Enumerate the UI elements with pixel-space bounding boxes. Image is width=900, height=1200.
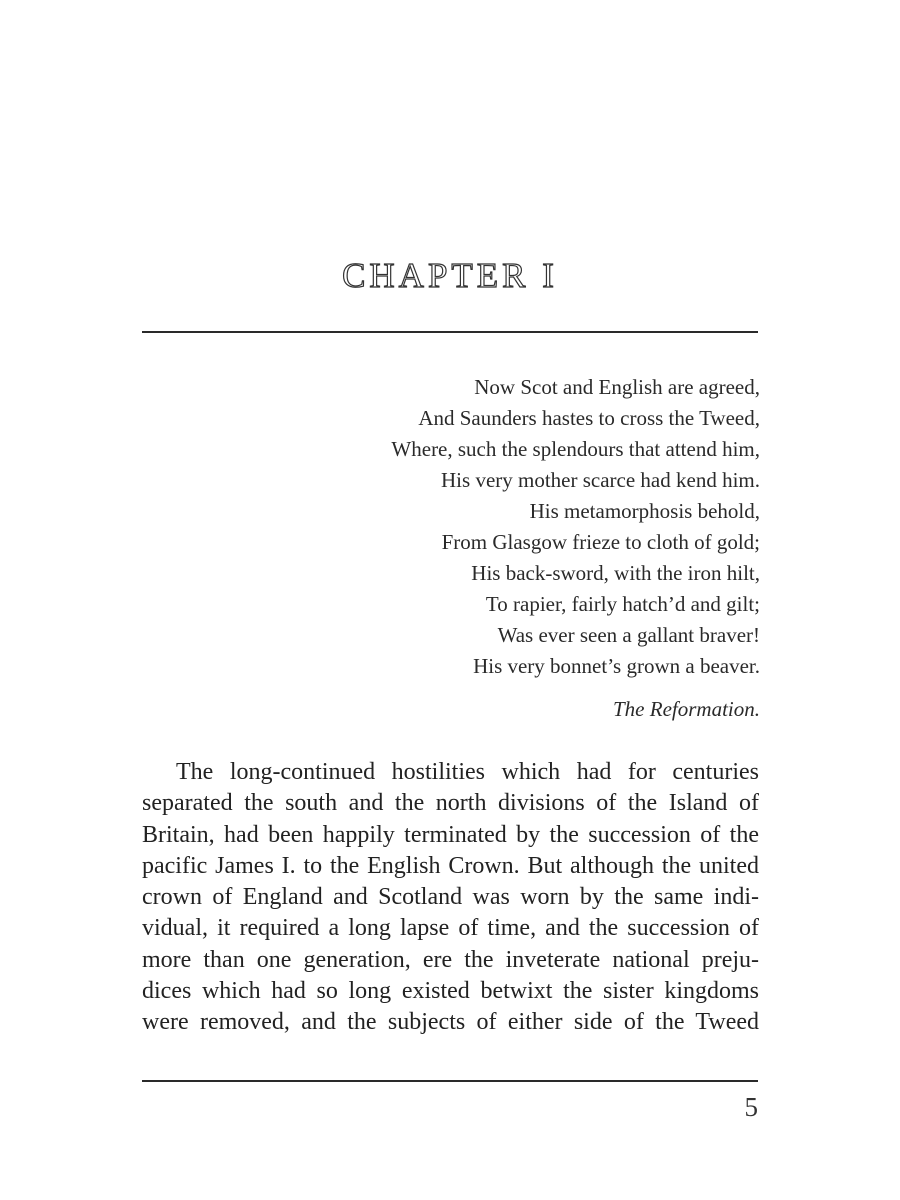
epigraph-line: His very mother scarce had kend him. <box>441 468 760 492</box>
page-number: 5 <box>744 1092 758 1122</box>
epigraph-line: From Glasgow frieze to cloth of gold; <box>441 530 760 554</box>
epigraph-line: His metamorphosis behold, <box>529 499 760 523</box>
body-line: pacific James I. to the English Crown. But although the united <box>142 852 759 879</box>
body-paragraph <box>142 757 759 1039</box>
chapter-title: CHAPTER I <box>342 256 558 295</box>
bottom-rule <box>142 1080 758 1082</box>
body-line: vidual, it required a long lapse of time, and the succession of <box>142 915 759 942</box>
epigraph-line: To rapier, fairly hatch’d and gilt; <box>485 592 760 616</box>
body-line: The long-continued hostilities which had for centuries <box>176 759 759 785</box>
epigraph <box>200 372 760 682</box>
body-line: crown of England and Scotland was worn by the same indi- <box>142 884 759 911</box>
epigraph-line: And Saunders hastes to cross the Tweed, <box>418 406 760 430</box>
top-rule <box>142 331 758 333</box>
body-line: more than one generation, ere the inveterate national preju- <box>142 946 759 973</box>
epigraph-line: Was ever seen a gallant braver! <box>497 623 760 647</box>
epigraph-attribution: The Reformation. <box>613 697 760 721</box>
body-line: Britain, had been happily terminated by the succession of the <box>142 821 759 848</box>
epigraph-line: Where, such the splendours that attend him, <box>391 437 760 461</box>
body-line: dices which had so long existed betwixt the sister kingdoms <box>142 978 759 1005</box>
epigraph-line: His back-sword, with the iron hilt, <box>471 561 760 585</box>
body-line: separated the south and the north divisions of the Island of <box>142 790 759 817</box>
epigraph-line: His very bonnet’s grown a beaver. <box>473 654 760 678</box>
body-line: were removed, and the subjects of either side of the Tweed <box>142 1009 759 1036</box>
epigraph-line: Now Scot and English are agreed, <box>474 375 760 399</box>
